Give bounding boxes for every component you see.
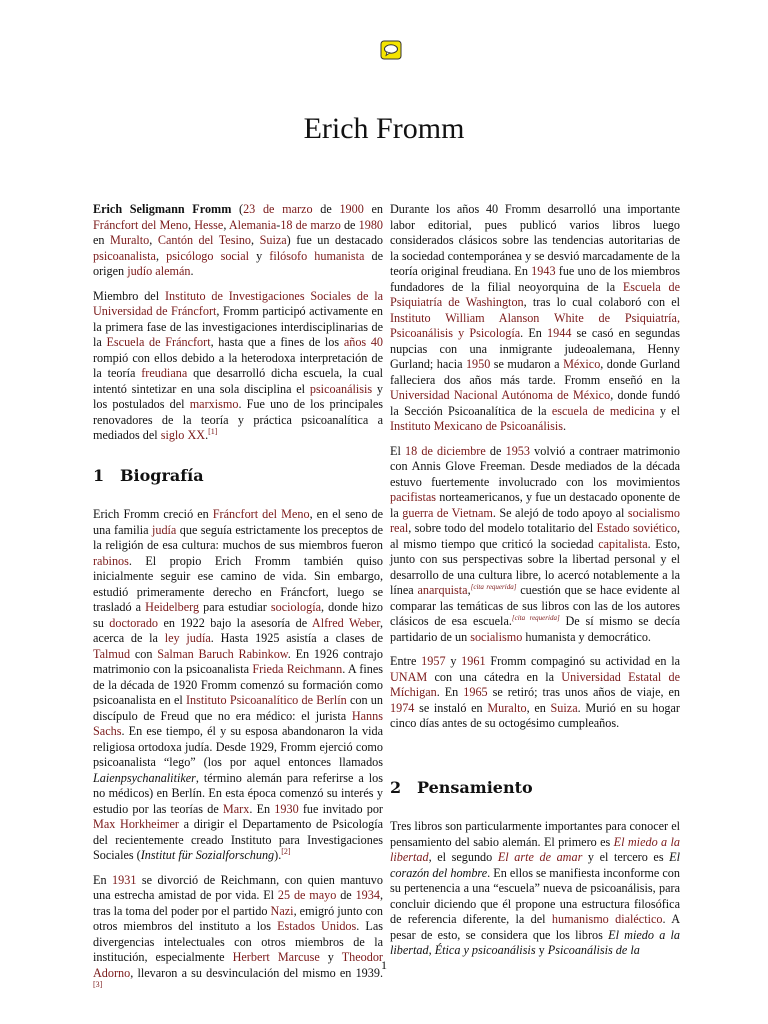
- wiki-link[interactable]: ley judía: [164, 631, 211, 645]
- text-run: El: [390, 443, 405, 458]
- wiki-link[interactable]: Talmud: [93, 646, 131, 661]
- text-run: de origen: [93, 248, 384, 278]
- text-run: ,: [251, 233, 260, 247]
- wiki-link[interactable]: sociología: [270, 600, 321, 614]
- wiki-link[interactable]: anarquista: [417, 583, 468, 597]
- text-run: .: [190, 264, 194, 278]
- text-run: volvió a contraer matrimonio con Annis Glove Freeman. Desde mediados de la década estuvo fuertemente involucrado con los movimientos: [390, 443, 680, 489]
- text-run: . En: [520, 326, 548, 340]
- text-run: , donde hizo su: [93, 600, 383, 630]
- wiki-link[interactable]: Instituto de Investigaciones Sociales de la Universidad de Fráncfort: [93, 288, 383, 318]
- text-run: . En 1926 contrajo matrimonio con la psicoanalista: [93, 646, 383, 676]
- wiki-link[interactable]: humanismo dialéctico: [551, 912, 663, 926]
- wiki-link[interactable]: Marx: [222, 801, 250, 816]
- wiki-link[interactable]: 1900: [339, 202, 364, 216]
- text-run: , donde fundó la Sección Psicoanalítica de la: [390, 388, 681, 418]
- wiki-link[interactable]: Max Horkheimer: [93, 817, 179, 831]
- later-life-paragraph: [390, 654, 680, 732]
- text-run: , en: [526, 700, 551, 715]
- wiki-link[interactable]: 1957: [421, 654, 446, 668]
- text-run: de: [336, 888, 356, 902]
- citation-needed-marker[interactable]: [cita requerida]: [470, 582, 517, 591]
- text-run: ,: [188, 217, 195, 232]
- wiki-link[interactable]: 1974: [390, 700, 415, 715]
- citation-reference[interactable]: [2]: [281, 846, 291, 856]
- text-run: se divorció de Reichmann, con quien mantuvo una estrecha amistad de por vida. El: [93, 872, 383, 902]
- wiki-link[interactable]: Hesse: [194, 217, 224, 232]
- text-run: . Esto, junto con sus perspectivas sobre la libertad personal y el desarrollo de una cultura libre, lo acercó notablemente a la línea: [390, 536, 680, 597]
- text-run: de: [485, 443, 506, 458]
- text-run: ,: [155, 248, 167, 263]
- text-run: Miembro del: [93, 288, 165, 303]
- wiki-link[interactable]: guerra de Vietnam: [402, 505, 493, 520]
- wiki-link[interactable]: Suiza: [259, 233, 287, 247]
- text-run: , tras la toma del poder por el partido: [93, 888, 383, 918]
- text-run: se casó en segundas nupcias con una inmigrante judeoalemana, Henny Gurland; hacia: [390, 326, 680, 371]
- wiki-link[interactable]: 1943: [531, 264, 556, 278]
- text-run: con una cátedra en la: [427, 669, 562, 684]
- text-run: . En: [436, 685, 464, 699]
- wiki-link[interactable]: judía: [151, 522, 177, 537]
- text-run: con un discípulo de Freud que no era médico: el jurista: [93, 693, 383, 723]
- text-run: se mudaron a: [490, 357, 564, 371]
- text-run: se instaló en: [414, 700, 488, 715]
- italic-term: Institut für Sozialforschung: [140, 848, 275, 862]
- text-run: . Las divergencias intelectuales con otros miembros de la institución, especialmente: [93, 919, 383, 964]
- text-run: .: [562, 419, 567, 433]
- wiki-link[interactable]: Instituto Psicoanalítico de Berlín: [186, 693, 347, 707]
- text-run: .: [205, 428, 209, 442]
- wiki-link[interactable]: 1980: [358, 217, 383, 232]
- text-run: Erich Fromm creció en: [93, 507, 213, 521]
- text-run: ,: [428, 943, 435, 957]
- right-column: [390, 202, 680, 968]
- wiki-link[interactable]: 1965: [463, 685, 488, 699]
- wiki-link[interactable]: Muralto: [110, 233, 150, 247]
- citation-reference[interactable]: [3]: [93, 979, 103, 989]
- italic-term: Ética y psicoanálisis: [434, 943, 536, 957]
- citation-needed-marker[interactable]: [cita requerida]: [511, 613, 560, 622]
- text-run: . En: [249, 801, 275, 816]
- text-run: en: [93, 233, 111, 247]
- text-run: humanista y democrático.: [522, 629, 651, 644]
- text-run: en 1922 bajo la asesoría de: [158, 615, 312, 630]
- wiki-link[interactable]: 23 de marzo: [243, 202, 313, 216]
- wiki-link[interactable]: Escuela de Fráncfort: [106, 335, 211, 349]
- wiki-link[interactable]: 1944: [547, 326, 572, 340]
- text-run: Durante los años 40 Fromm desarrolló una importante labor editorial, pues publicó varios libros luego considerados clásicos sobre las tendencias autoritarias de la sociedad contemporánea y se desvió marcadamente de la teoría original freudiana. En: [390, 202, 680, 278]
- emigration-paragraph: [93, 873, 383, 997]
- text-run: , donde Gurland falleciera dos años más tarde. Fromm enseñó en la: [390, 357, 680, 387]
- text-run: de: [340, 217, 359, 232]
- page-number: 1: [381, 958, 387, 972]
- forties-paragraph: [390, 202, 680, 435]
- text-run: y: [445, 654, 462, 668]
- text-run: y los postulados del: [93, 381, 384, 411]
- section-number: 2: [390, 777, 402, 797]
- section-number: 1: [93, 465, 105, 485]
- wiki-link[interactable]: 18 de diciembre: [405, 443, 486, 458]
- wiki-link[interactable]: marxismo: [189, 397, 239, 411]
- text-run: . A fines de la década de 1920 Fromm comenzó su formación como psicoanalista en el: [93, 662, 383, 707]
- citation-reference[interactable]: [1]: [208, 426, 218, 436]
- wiki-link[interactable]: judío alemán: [127, 264, 191, 278]
- wiki-link[interactable]: Fráncfort del Meno: [93, 217, 188, 232]
- wiki-link[interactable]: 1934: [355, 888, 380, 902]
- wiki-link[interactable]: Hanns Sachs: [93, 708, 383, 738]
- wiki-link[interactable]: doctorado: [109, 615, 159, 630]
- wiki-link[interactable]: Theodor Adorno: [93, 950, 383, 980]
- text-run: Entre: [390, 654, 422, 668]
- text-run: ,: [223, 217, 229, 232]
- wiki-link[interactable]: escuela de medicina: [551, 403, 655, 418]
- text-run: ) fue un destacado: [286, 233, 384, 247]
- text-run: norteamericanos, y fue un destacado oponente de la: [390, 490, 680, 520]
- wiki-link[interactable]: Heidelberg: [145, 600, 200, 614]
- wiki-link[interactable]: 1950: [465, 357, 491, 371]
- text-run: , llevaron a su desvinculación del mismo en 1939.: [130, 965, 383, 980]
- text-run: Fromm compaginó su actividad en la: [485, 654, 680, 668]
- text-run: , acerca de la: [93, 615, 383, 645]
- wiki-link[interactable]: Suiza: [550, 700, 578, 715]
- text-run: y: [249, 248, 270, 263]
- text-run: a dirigir el Departamento de Psicología del recientemente creado Instituto para Investigaciones Sociales (: [93, 817, 384, 862]
- wiki-link[interactable]: 25 de mayo: [277, 888, 337, 902]
- text-run: ).: [274, 848, 282, 862]
- wiki-link[interactable]: pacifistas: [390, 490, 437, 504]
- text-run: , término alemán para referirse a los no médicos) en Berlín. En esta época comenzó su interés y estudio por las teorías de: [93, 770, 383, 816]
- italic-term: El corazón del hombre: [390, 850, 681, 880]
- wiki-link[interactable]: psicólogo social: [166, 248, 250, 263]
- wiki-link[interactable]: 18 de marzo: [280, 217, 341, 232]
- section-heading-pensamiento: [390, 777, 680, 797]
- wiki-link[interactable]: Alfred Weber: [311, 615, 380, 630]
- wiki-link[interactable]: capitalista: [598, 536, 648, 551]
- section-title: Pensamiento: [417, 777, 533, 797]
- italic-term: El miedo a la libertad: [390, 927, 680, 957]
- wiki-link[interactable]: Escuela de Psiquiatría de Washington: [390, 279, 680, 309]
- wiki-link[interactable]: Instituto William Alanson White de Psiquiatría, Psicoanálisis y Psicología: [390, 310, 680, 340]
- text-run: de: [312, 202, 340, 216]
- wiki-link[interactable]: Nazi: [270, 903, 294, 918]
- italic-term: Psicoanálisis de la: [547, 943, 640, 957]
- text-run: , en el seno de una familia: [93, 507, 383, 537]
- text-run: fue invitado por: [298, 801, 383, 816]
- text-run: y el tercero es: [582, 850, 670, 864]
- wiki-link[interactable]: psicoanálisis: [309, 381, 373, 396]
- wiki-link[interactable]: Fráncfort del Meno: [212, 507, 310, 521]
- wiki-link[interactable]: Universidad Nacional Autónoma de México: [390, 388, 611, 402]
- note-comment-icon[interactable]: [380, 40, 402, 60]
- text-run: , Fromm participó activamente en la primera fase de las investigaciones interdisciplinarias de la: [93, 304, 383, 349]
- text-run: , al mismo tiempo que criticó la sociedad: [390, 521, 680, 551]
- text-run: y el: [654, 403, 681, 418]
- text-run: rompió con ellos debido a la heterodoxa interpretación de la teoría: [93, 350, 383, 380]
- wiki-link[interactable]: 1931: [112, 872, 137, 887]
- biography-paragraph: [93, 507, 383, 864]
- wiki-link[interactable]: Estados Unidos: [277, 919, 357, 933]
- text-run: con: [130, 646, 158, 661]
- thought-paragraph: [390, 819, 680, 959]
- text-run: . Hasta 1925 asistía a clases de: [210, 631, 383, 645]
- text-run: en: [363, 202, 383, 216]
- wiki-link[interactable]: Instituto Mexicano de Psicoanálisis: [390, 419, 563, 433]
- text-run: En: [93, 872, 113, 887]
- book-title-link[interactable]: El arte de amar: [497, 850, 583, 864]
- wiki-link[interactable]: freudiana: [141, 366, 188, 380]
- text-run: . Se alejó de todo apoyo al: [492, 505, 628, 520]
- wiki-link[interactable]: Estado soviético: [596, 521, 677, 535]
- wiki-link[interactable]: 1930: [274, 801, 299, 816]
- text-run: se retiró; tras unos años de viaje, en: [487, 685, 680, 699]
- wiki-link[interactable]: Frieda Reichmann: [252, 662, 343, 676]
- wiki-link[interactable]: 1953: [505, 443, 530, 458]
- text-run: Tres libros son particularmente importantes para conocer el pensamiento del sabio alemán. El primero es: [390, 819, 680, 849]
- text-run: , emigró junto con otros miembros del instituto a los: [93, 903, 383, 933]
- page-title: Erich Fromm: [303, 112, 465, 145]
- left-column: [93, 202, 383, 1006]
- text-run: y: [319, 950, 342, 964]
- text-run: y: [535, 943, 548, 957]
- wiki-link[interactable]: Salman Baruch Rabinkow: [157, 646, 288, 661]
- text-run: que seguía estrictamente los preceptos de la religión de esa cultura: muchos de sus miembros fueron: [93, 522, 383, 552]
- book-title-link[interactable]: El miedo a la libertad: [390, 834, 680, 864]
- text-run: . En ellos se manifiesta inconforme con su pertenencia a una “escuela” nueva de psicoanálisis, para concluir diciendo que él propone una estructura filosófica de referencia diferente, la del: [390, 865, 680, 926]
- wiki-link[interactable]: México: [563, 357, 601, 371]
- section-heading-biografia: [93, 465, 383, 485]
- text-run: . Murió en su hogar cinco días antes de su octogésimo cumpleaños.: [390, 700, 680, 730]
- institute-paragraph: [93, 289, 383, 444]
- italic-term: Laienpsychanalitiker: [93, 770, 196, 785]
- wiki-link[interactable]: socialismo real: [390, 505, 681, 535]
- text-run: . En ese tiempo, él y su esposa abandonaron la vida religiosa ortodoxa judía. Desde 1929, Fromm ejerció como psicoanalista “lego” (los por aquel entonces llamados: [93, 724, 383, 769]
- wiki-link[interactable]: 1961: [461, 654, 486, 668]
- wiki-link[interactable]: años 40: [343, 335, 384, 349]
- text-run: , sobre todo del modelo totalitario del: [408, 521, 597, 535]
- wiki-link[interactable]: Universidad Estatal de Míchigan: [390, 669, 680, 699]
- text-run: , el segundo: [428, 850, 498, 864]
- text-run: fue uno de los miembros fundadores de la filial neoyorquina de la: [390, 264, 680, 294]
- text-run: ,: [149, 233, 158, 247]
- text-run: cuestión que se hace evidente al comparar las temáticas de sus libros con las de los autores clásicos de esa escuela.: [390, 583, 681, 628]
- text-run: ,: [467, 583, 471, 597]
- text-run: De sí mismo se decía partidario de un: [390, 614, 680, 644]
- wiki-link[interactable]: filósofo humanista: [269, 248, 365, 263]
- section-title: Biografía: [120, 465, 204, 485]
- wiki-link[interactable]: rabinos: [93, 553, 129, 568]
- wiki-link[interactable]: Cantón del Tesino: [157, 233, 252, 247]
- text-run: (: [231, 202, 244, 216]
- subject-name: Erich Seligmann Fromm: [93, 202, 232, 216]
- text-run: para estudiar: [199, 600, 271, 614]
- wiki-link[interactable]: Muralto: [487, 700, 527, 715]
- wiki-link[interactable]: siglo XX: [160, 428, 206, 442]
- text-run: . Fue uno de los principales renovadores de la teoría y práctica psicoanalítica a mediados del: [93, 397, 383, 442]
- wiki-link[interactable]: UNAM: [390, 669, 428, 684]
- text-run: . El propio Erich Fromm también quiso inicialmente seguir ese camino de vida. Sin embargo, estudió primeramente derecho en Fráncfort, luego se trasladó a: [93, 553, 383, 614]
- text-run: que desarrolló dicha escuela, la cual intentó sintetizar en una sola disciplina el: [93, 366, 383, 396]
- intro-paragraph: [93, 202, 383, 280]
- wiki-link[interactable]: socialismo: [470, 629, 523, 644]
- text-run: -: [276, 217, 281, 232]
- fifties-paragraph: [390, 444, 680, 646]
- text-run: . A pesar de esto, se considera que los libros: [390, 912, 680, 942]
- text-run: , hasta que a fines de los: [210, 335, 344, 349]
- wiki-link[interactable]: Herbert Marcuse: [232, 950, 320, 964]
- wiki-link[interactable]: psicoanalista: [93, 248, 156, 263]
- wiki-link[interactable]: Alemania: [228, 217, 277, 232]
- text-run: , tras lo cual colaboró con el: [523, 295, 680, 309]
